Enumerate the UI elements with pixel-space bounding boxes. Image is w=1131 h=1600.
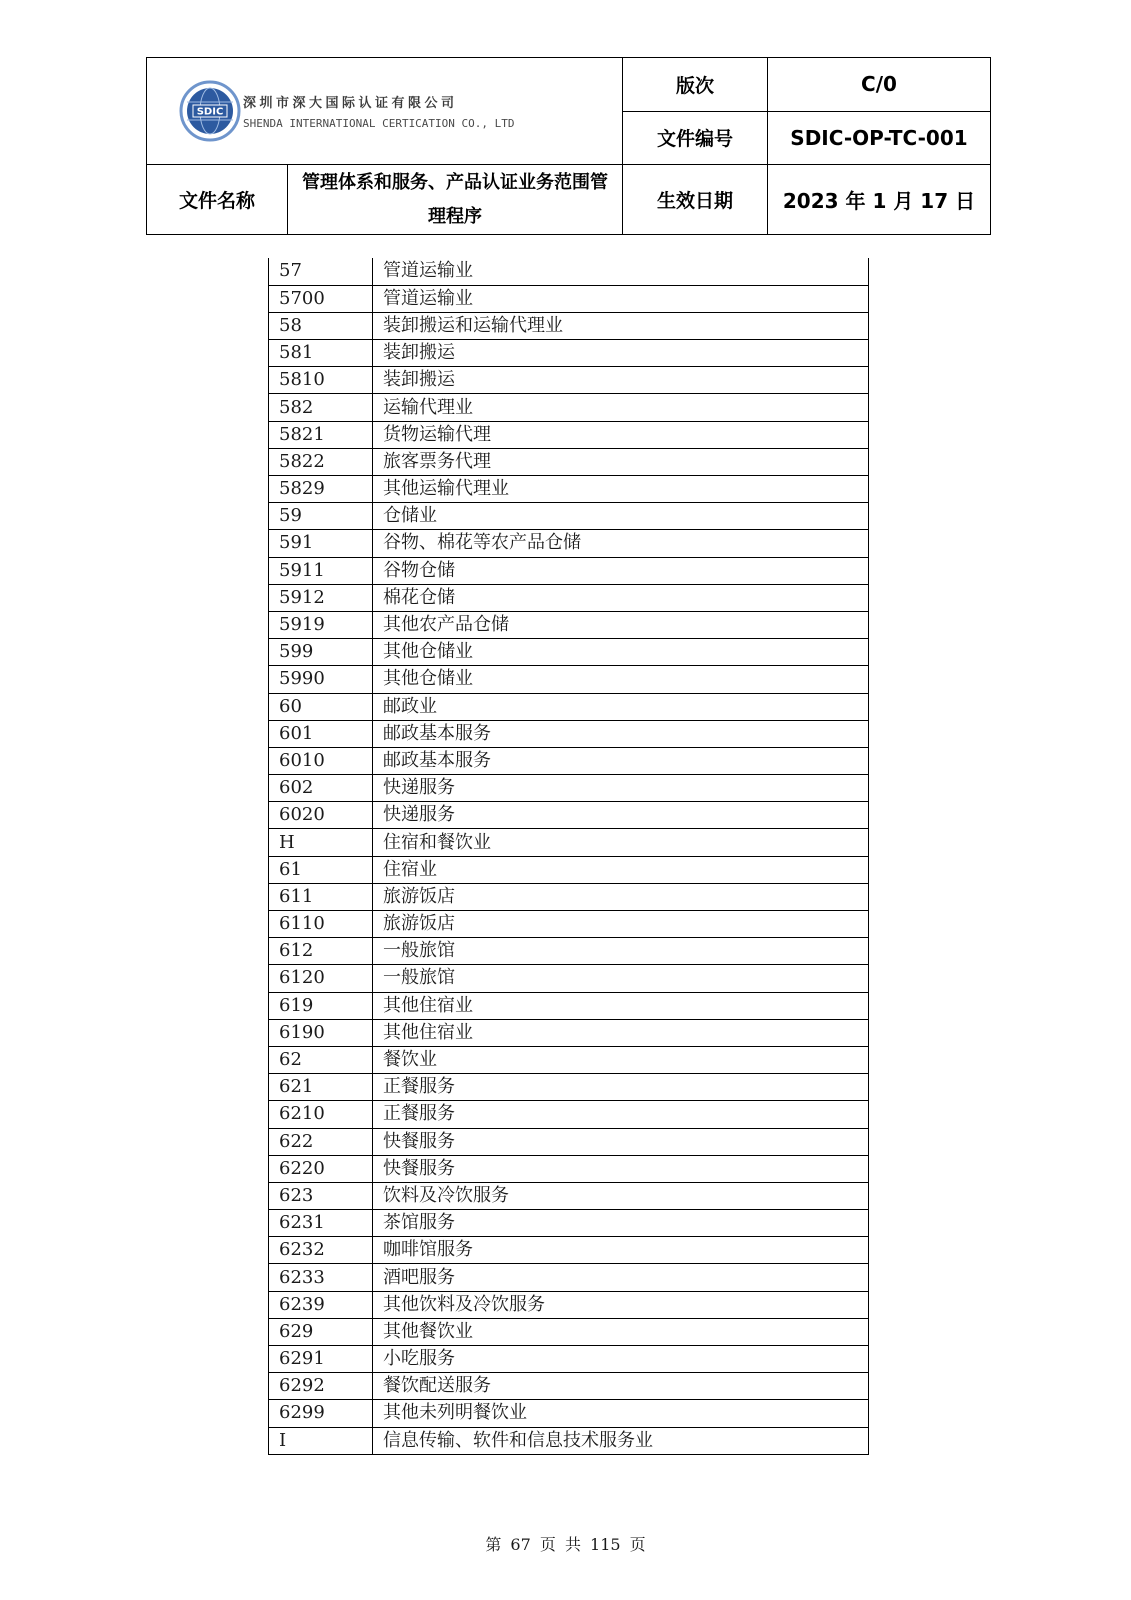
- industry-name: 其他饮料及冷饮服务: [373, 1291, 869, 1318]
- table-row: [269, 802, 869, 829]
- industry-name: 装卸搬运: [373, 340, 869, 367]
- industry-name: 管道运输业: [373, 285, 869, 312]
- table-row: [269, 856, 869, 883]
- company-name-block: [243, 92, 515, 130]
- industry-name: 其他仓储业: [373, 666, 869, 693]
- table-row: [269, 1373, 869, 1400]
- table-row: [269, 394, 869, 421]
- industry-name: 谷物仓储: [373, 557, 869, 584]
- table-row: [269, 1155, 869, 1182]
- industry-name: 谷物、棉花等农产品仓储: [373, 530, 869, 557]
- table-row: [269, 340, 869, 367]
- industry-name: 饮料及冷饮服务: [373, 1182, 869, 1209]
- industry-name: 货物运输代理: [373, 421, 869, 448]
- industry-code: 612: [269, 938, 373, 965]
- industry-code: 601: [269, 720, 373, 747]
- industry-name: 运输代理业: [373, 394, 869, 421]
- industry-name: 正餐服务: [373, 1074, 869, 1101]
- industry-name: 其他未列明餐饮业: [373, 1400, 869, 1427]
- industry-code: 6239: [269, 1291, 373, 1318]
- industry-name: 正餐服务: [373, 1101, 869, 1128]
- table-row: [269, 775, 869, 802]
- table-row: [269, 720, 869, 747]
- table-row: [269, 639, 869, 666]
- industry-name: 装卸搬运: [373, 367, 869, 394]
- industry-code: 6299: [269, 1400, 373, 1427]
- table-row: [269, 829, 869, 856]
- industry-code-table: [268, 258, 869, 1455]
- table-row: [269, 1019, 869, 1046]
- industry-name: 邮政基本服务: [373, 747, 869, 774]
- industry-code: 6220: [269, 1155, 373, 1182]
- table-row: [269, 938, 869, 965]
- industry-name: 餐饮配送服务: [373, 1373, 869, 1400]
- industry-name: 茶馆服务: [373, 1210, 869, 1237]
- industry-name: 信息传输、软件和信息技术服务业: [373, 1427, 869, 1454]
- table-row: [269, 1346, 869, 1373]
- table-row: [269, 584, 869, 611]
- industry-name: 住宿和餐饮业: [373, 829, 869, 856]
- table-row: [269, 693, 869, 720]
- industry-code: 621: [269, 1074, 373, 1101]
- industry-code: 622: [269, 1128, 373, 1155]
- industry-name: 其他住宿业: [373, 992, 869, 1019]
- industry-name: 餐饮业: [373, 1046, 869, 1073]
- industry-name: 仓储业: [373, 503, 869, 530]
- industry-name: 其他餐饮业: [373, 1318, 869, 1345]
- industry-name: 小吃服务: [373, 1346, 869, 1373]
- industry-code: 5700: [269, 285, 373, 312]
- industry-name: 邮政基本服务: [373, 720, 869, 747]
- industry-name: 邮政业: [373, 693, 869, 720]
- table-row: [269, 611, 869, 638]
- version-value: C/0: [768, 58, 991, 112]
- industry-name: 一般旅馆: [373, 938, 869, 965]
- table-row: [269, 448, 869, 475]
- industry-name: 快餐服务: [373, 1128, 869, 1155]
- table-row: [269, 883, 869, 910]
- industry-code: 6233: [269, 1264, 373, 1291]
- industry-code: 5911: [269, 557, 373, 584]
- industry-code: 591: [269, 530, 373, 557]
- industry-code: 58: [269, 312, 373, 339]
- table-row: [269, 666, 869, 693]
- industry-code: 5990: [269, 666, 373, 693]
- doc-name-label: 文件名称: [147, 165, 288, 235]
- table-row: [269, 367, 869, 394]
- industry-code: 6231: [269, 1210, 373, 1237]
- industry-code: 6120: [269, 965, 373, 992]
- industry-name: 其他运输代理业: [373, 476, 869, 503]
- table-row: [269, 312, 869, 339]
- industry-name: 其他住宿业: [373, 1019, 869, 1046]
- effective-date-label: 生效日期: [623, 165, 768, 235]
- table-row: [269, 285, 869, 312]
- industry-name: 住宿业: [373, 856, 869, 883]
- industry-code: 629: [269, 1318, 373, 1345]
- industry-code: 5829: [269, 476, 373, 503]
- industry-code: 6020: [269, 802, 373, 829]
- industry-code: 62: [269, 1046, 373, 1073]
- doc-number-value: SDIC-OP-TC-001: [768, 111, 991, 165]
- industry-name: 棉花仓储: [373, 584, 869, 611]
- industry-code: H: [269, 829, 373, 856]
- industry-code: 6210: [269, 1101, 373, 1128]
- industry-code: I: [269, 1427, 373, 1454]
- table-row: [269, 557, 869, 584]
- table-row: [269, 965, 869, 992]
- table-row: [269, 258, 869, 285]
- table-row: [269, 1046, 869, 1073]
- table-row: [269, 530, 869, 557]
- table-row: [269, 1074, 869, 1101]
- industry-code: 61: [269, 856, 373, 883]
- industry-code: 581: [269, 340, 373, 367]
- industry-name: 装卸搬运和运输代理业: [373, 312, 869, 339]
- industry-code: 582: [269, 394, 373, 421]
- table-row: [269, 1400, 869, 1427]
- table-row: [269, 1101, 869, 1128]
- doc-name-value: 管理体系和服务、产品认证业务范围管理程序: [288, 165, 623, 235]
- page-number: 第 67 页 共 115 页: [485, 1535, 646, 1554]
- industry-name: 酒吧服务: [373, 1264, 869, 1291]
- doc-number-label: 文件编号: [623, 111, 768, 165]
- table-row: [269, 992, 869, 1019]
- industry-code: 611: [269, 883, 373, 910]
- industry-code: 57: [269, 258, 373, 285]
- industry-code: 602: [269, 775, 373, 802]
- table-row: [269, 1291, 869, 1318]
- industry-code: 5912: [269, 584, 373, 611]
- effective-date-value: 2023 年 1 月 17 日: [768, 165, 991, 235]
- industry-code: 6110: [269, 911, 373, 938]
- industry-code: 6010: [269, 747, 373, 774]
- company-logo-cell: [147, 58, 623, 165]
- industry-name: 快递服务: [373, 775, 869, 802]
- table-row: [269, 1210, 869, 1237]
- table-row: [269, 503, 869, 530]
- industry-code: 60: [269, 693, 373, 720]
- table-row: [269, 1182, 869, 1209]
- version-label: 版次: [623, 58, 768, 112]
- industry-name: 快餐服务: [373, 1155, 869, 1182]
- table-row: [269, 1427, 869, 1454]
- table-row: [269, 1318, 869, 1345]
- table-row: [269, 911, 869, 938]
- document-header: [146, 57, 991, 235]
- table-row: [269, 1128, 869, 1155]
- industry-code: 619: [269, 992, 373, 1019]
- industry-name: 管道运输业: [373, 258, 869, 285]
- industry-code: 623: [269, 1182, 373, 1209]
- table-row: [269, 747, 869, 774]
- table-row: [269, 476, 869, 503]
- company-logo-icon: [179, 80, 241, 142]
- industry-code: 5822: [269, 448, 373, 475]
- industry-name: 其他农产品仓储: [373, 611, 869, 638]
- table-row: [269, 1237, 869, 1264]
- industry-code: 6190: [269, 1019, 373, 1046]
- industry-code: 5821: [269, 421, 373, 448]
- industry-code: 5919: [269, 611, 373, 638]
- industry-name: 咖啡馆服务: [373, 1237, 869, 1264]
- table-row: [269, 421, 869, 448]
- table-row: [269, 1264, 869, 1291]
- industry-name: 其他仓储业: [373, 639, 869, 666]
- industry-code: 6292: [269, 1373, 373, 1400]
- industry-code: 5810: [269, 367, 373, 394]
- industry-name: 旅客票务代理: [373, 448, 869, 475]
- industry-name: 旅游饭店: [373, 883, 869, 910]
- industry-name: 快递服务: [373, 802, 869, 829]
- industry-name: 旅游饭店: [373, 911, 869, 938]
- industry-code: 6232: [269, 1237, 373, 1264]
- industry-code: 6291: [269, 1346, 373, 1373]
- industry-code: 599: [269, 639, 373, 666]
- company-name-en: SHENDA INTERNATIONAL CERTICATION CO., LTD: [243, 117, 515, 130]
- industry-code: 59: [269, 503, 373, 530]
- company-name-cn: 深圳市深大国际认证有限公司: [243, 96, 458, 111]
- logo-text: SDIC: [196, 106, 224, 118]
- industry-name: 一般旅馆: [373, 965, 869, 992]
